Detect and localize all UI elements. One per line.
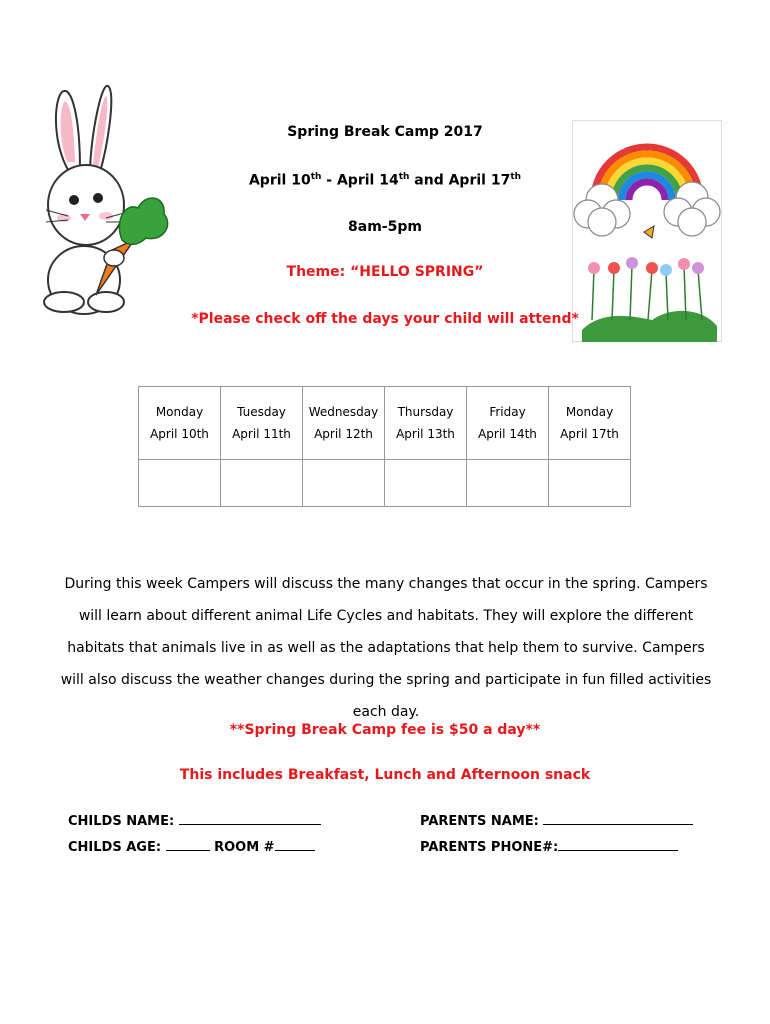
camp-dates: April 10th - April 14th and April 17th: [248, 172, 522, 189]
check-cell-monday-apr10: [139, 460, 221, 507]
day-header-cell: Monday April 10th: [139, 387, 221, 460]
day-header-cell: Monday April 17th: [549, 387, 631, 460]
bunny-illustration: [34, 80, 174, 320]
day-checkbox[interactable]: [467, 460, 548, 506]
childs-age-input[interactable]: [166, 838, 210, 851]
room-number-input[interactable]: [275, 838, 315, 851]
check-cell-wednesday-apr12: [303, 460, 385, 507]
camp-hours: 8am-5pm: [348, 219, 422, 235]
camp-title: Spring Break Camp 2017: [287, 124, 483, 140]
check-cell-monday-apr17: [549, 460, 631, 507]
childs-age-field: CHILDS AGE: ROOM #: [68, 838, 315, 855]
camp-includes: This includes Breakfast, Lunch and Afternoon snack: [179, 767, 591, 783]
parents-phone-input[interactable]: [558, 838, 678, 851]
check-cell-friday-apr14: [467, 460, 549, 507]
day-header-cell: Friday April 14th: [467, 387, 549, 460]
day-header-cell: Thursday April 13th: [385, 387, 467, 460]
camp-theme: Theme: “HELLO SPRING”: [286, 264, 484, 280]
check-cell-tuesday-apr11: [221, 460, 303, 507]
day-checkbox[interactable]: [549, 460, 630, 506]
day-header-row: [139, 387, 631, 460]
check-cell-thursday-apr13: [385, 460, 467, 507]
day-checkbox[interactable]: [139, 460, 220, 506]
day-checkbox[interactable]: [385, 460, 466, 506]
parents-name-field: PARENTS NAME:: [420, 812, 693, 829]
attendance-instruction: *Please check off the days your child will attend*: [191, 311, 579, 327]
childs-name-field: CHILDS NAME:: [68, 812, 321, 829]
day-header-cell: Wednesday April 12th: [303, 387, 385, 460]
day-check-row: [139, 460, 631, 507]
parents-name-input[interactable]: [543, 812, 693, 825]
day-checkbox[interactable]: [221, 460, 302, 506]
parents-phone-field: PARENTS PHONE#:: [420, 838, 678, 855]
attendance-table: [138, 386, 631, 507]
day-header-cell: Tuesday April 11th: [221, 387, 303, 460]
childs-name-input[interactable]: [179, 812, 321, 825]
camp-description: During this week Campers will discuss the many changes that occur in the spring. Campers will learn about different animal Life Cycles and habitats. They will explore the different habitats that animals live in as well as the adaptations that help them to survive. Campers will also discuss the weather changes during the spring and participate in fun filled activities each day.: [60, 576, 712, 720]
camp-fee: **Spring Break Camp fee is $50 a day**: [229, 722, 541, 738]
day-checkbox[interactable]: [303, 460, 384, 506]
